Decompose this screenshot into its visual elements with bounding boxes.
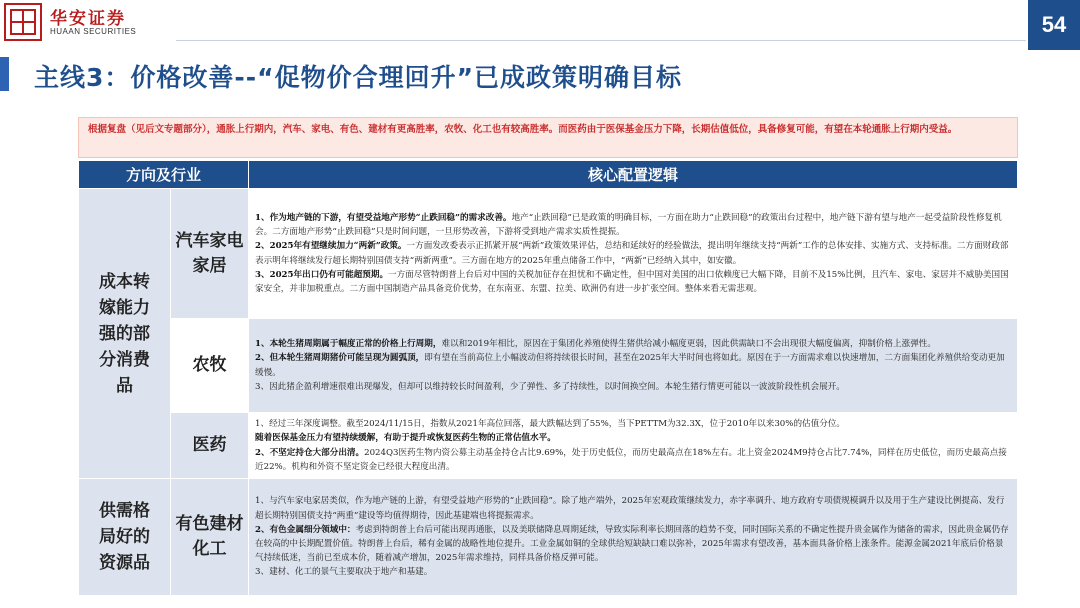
allocation-table <box>78 160 1018 596</box>
header-logic: 核心配置逻辑 <box>249 161 1018 189</box>
industry-materials: 有色建材化工 <box>171 479 249 596</box>
page-title: 主线3：价格改善--“促物价合理回升”已成政策明确目标 <box>34 63 683 92</box>
direction-resources: 供需格局好的资源品 <box>79 479 171 596</box>
table-header-row <box>79 161 1018 189</box>
logic-point: 2、有色金属细分领域中：考虑到特朗普上台后可能出现再通胀，以及美联储降息周期延续，导致实际利率长期回落的趋势不变，同时国际关系的不确定性提升贵金属作为储备的需求，因此贵金属仍存在较高的中长期配置价值。特朗普上台后，稀有金属的战略性地位提升。工业金属如铜的全球供给短缺缺口难以弥补，2025年需求有望改善，基本面具备价格上涨条件。能源金属2021年底后价格景气持续低迷，当前已至成本价，随着减产增加，2025年需求维持，同样具备价格反弹可能。 <box>255 524 1009 564</box>
header-divider <box>176 40 1026 41</box>
logic-point: 2、不坚定持仓大部分出清。2024Q3医药生物内资公募主动基金持仓占比9.69%，处于历史低位，而历史最高点在18%左右。北上资金2024M9持仓占比7.74%，同样在历史低位，而历史最高点接近22%。机构和外资不坚定资金已经很大程度出清。 <box>255 447 1007 472</box>
summary-note: 根据复盘（见后文专题部分），通胀上行期内，汽车、家电、有色、建材有更高胜率，农牧、化工也有较高胜率。而医药由于医保基金压力下降，长期估值低位，具备修复可能，有望在本轮通胀上行期内受益。 <box>78 117 1018 158</box>
table-row <box>79 479 1018 596</box>
industry-agriculture: 农牧 <box>171 319 249 413</box>
brand-name-cn: 华安证券 <box>50 9 126 29</box>
table-row <box>79 189 1018 319</box>
logic-point: 2、2025年有望继续加力“两新”政策。一方面发改委表示正抓紧开展“两新”政策效果评估，总结和延续好的经验做法，提出明年继续支持“两新”工作的总体安排、实施方式、支持标准。二方面财政部表示明年将继续发行超长期特别国债支持“两新两重”。三方面在地方的2025年重点储备工作中，“两新”已经纳入其中，如安徽。 <box>255 241 1009 266</box>
logic-point: 3、因此猪企盈利增速很难出现爆发，但却可以维持较长时间盈利，少了弹性、多了持续性，以时间换空间。本轮生猪行情更可能以一波波阶段性机会展开。 <box>255 381 845 392</box>
logic-point: 2、但本轮生猪周期猪价可能呈现为圆弧顶，即有望在当前高位上小幅波动但将持续很长时间，甚至在2025年大半时间也将如此。原因在于一方面需求难以快速增加，二方面集团化养殖供给变动更加缓慢。 <box>255 353 1005 378</box>
logic-point: 1、与汽车家电家居类似，作为地产链的上游，有望受益地产形势的“止跌回稳”。除了地产端外，2025年宏观政策继续发力，赤字率调升、地方政府专项债规模调升以及用于生产建设比例提高、发行超长期特别国债支持“两重”建设等均值得期待，因此基建端也将提振需求。 <box>255 496 1005 521</box>
logic-point: 1、经过三年深度调整。截至2024/11/15日，指数从2021年高位回落，最大跌幅达到了55%，当下PETTM为32.3X，位于2010年以来30%的估值分位。 <box>255 419 846 430</box>
logic-point: 3、建材、化工的景气主要取决于地产和基建。 <box>255 567 433 578</box>
logic-materials <box>249 479 1018 596</box>
logic-point: 1、作为地产链的下游，有望受益地产形势“止跌回稳”的需求改善。地产“止跌回稳”已是政策的明确目标，一方面在助力“止跌回稳”的政策出台过程中，地产链下游有望与地产一起受益阶段性修复机会。二方面地产形势“止跌回稳”只是时间问题，一旦形势改善，下游将受到地产需求实质性提振。 <box>255 212 1002 238</box>
logic-agriculture <box>249 319 1018 413</box>
industry-pharma: 医药 <box>171 413 249 479</box>
company-logo <box>4 3 42 41</box>
title-accent-bar <box>0 57 9 91</box>
industry-auto-appliance: 汽车家电家居 <box>171 189 249 319</box>
logic-point: 随着医保基金压力有望持续缓解，有助于提升或恢复医药生物的正常估值水平。 <box>255 433 556 444</box>
logic-point: 3、2025年出口仍有可能超预期。一方面尽管特朗普上台后对中国的关税加征存在担忧和不确定性，但中国对美国的出口依赖度已大幅下降，目前不及15%比例，且汽车、家电、家居并不威胁美国国家安全，并非加税重点。二方面中国制造产品具备竞价优势，在东南亚、东盟、拉美、欧洲仍有进一步扩张空间。整体来看无需悲观。 <box>255 269 1009 294</box>
logic-point: 1、本轮生猪周期属于幅度正常的价格上行周期，难以和2019年相比，原因在于集团化养殖使得生猪供给减小幅度更弱，因此供需缺口不会出现很大幅度偏离，抑制价格上涨弹性。 <box>255 339 936 350</box>
table-row <box>79 319 1018 413</box>
table-row <box>79 413 1018 479</box>
page-number: 54 <box>1028 0 1080 50</box>
logic-pharma <box>249 413 1018 479</box>
brand-name-en: HUAAN SECURITIES <box>50 27 137 36</box>
direction-consumer: 成本转嫁能力强的部分消费品 <box>79 189 171 479</box>
logic-auto-appliance <box>249 189 1018 319</box>
header-direction: 方向及行业 <box>79 161 249 189</box>
